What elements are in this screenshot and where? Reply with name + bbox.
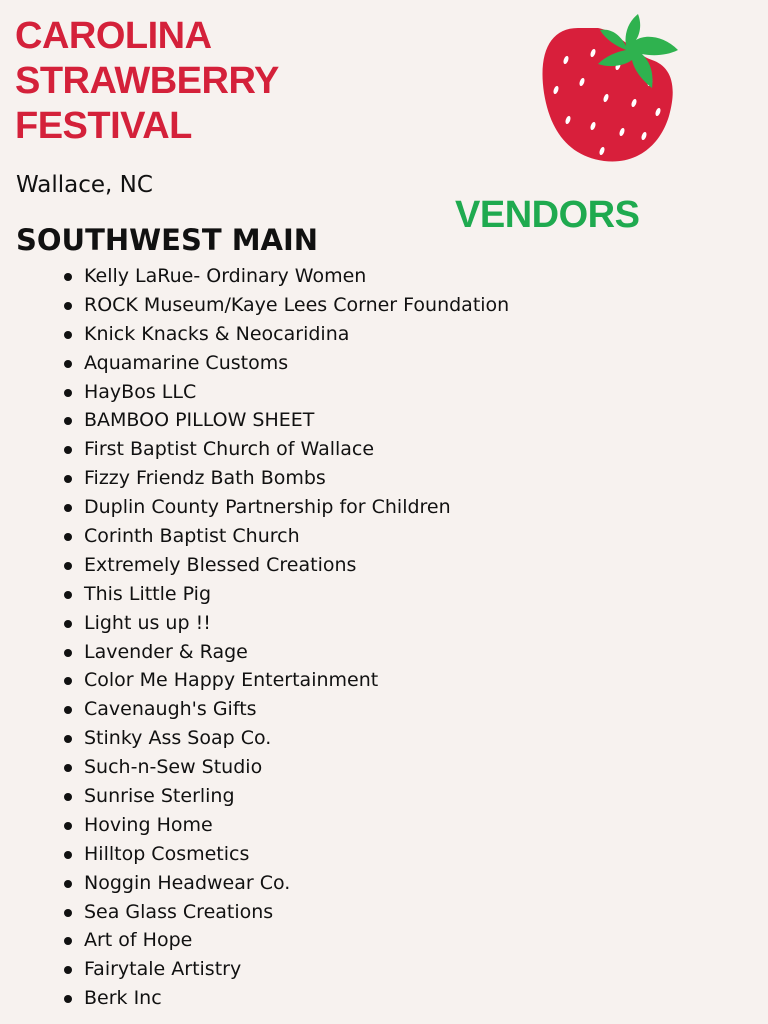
vendor-name: Berk Inc — [84, 987, 162, 1010]
vendor-name: Sea Glass Creations — [84, 900, 274, 923]
bullet-icon — [64, 475, 72, 483]
bullet-icon — [64, 909, 72, 917]
vendor-item — [62, 782, 509, 811]
bullet-icon — [64, 966, 72, 974]
vendor-item — [62, 435, 509, 464]
vendor-name: Stinky Ass Soap Co. — [84, 727, 272, 750]
vendor-name: ROCK Museum/Kaye Lees Corner Foundation — [84, 293, 510, 316]
vendor-item — [62, 464, 509, 493]
strawberry-icon — [538, 8, 694, 164]
bullet-icon — [64, 360, 72, 368]
vendor-name: Duplin County Partnership for Children — [84, 496, 451, 519]
vendor-name: Color Me Happy Entertainment — [84, 669, 379, 692]
vendor-name: Lavender & Rage — [84, 640, 248, 663]
section-heading: SOUTHWEST MAIN — [16, 223, 319, 257]
vendor-name: Fizzy Friendz Bath Bombs — [84, 467, 326, 490]
vendor-item — [62, 840, 509, 869]
vendor-name: Noggin Headwear Co. — [84, 871, 291, 894]
bullet-icon — [64, 273, 72, 281]
festival-title-line: FESTIVAL — [15, 105, 192, 147]
vendor-name: BAMBOO PILLOW SHEET — [84, 409, 315, 432]
vendor-name: Extremely Blessed Creations — [84, 553, 357, 576]
bullet-icon — [64, 880, 72, 888]
vendors-heading: VENDORS — [455, 194, 640, 236]
vendor-item — [62, 638, 509, 667]
vendor-name: This Little Pig — [84, 582, 212, 605]
vendor-item — [62, 493, 509, 522]
vendor-name: Light us up !! — [84, 611, 211, 634]
vendor-item — [62, 551, 509, 580]
festival-title-line: STRAWBERRY — [15, 60, 279, 102]
vendor-name: First Baptist Church of Wallace — [84, 438, 375, 461]
vendor-item — [62, 291, 509, 320]
vendor-name: Knick Knacks & Neocaridina — [84, 322, 350, 345]
bullet-icon — [64, 533, 72, 541]
bullet-icon — [64, 417, 72, 425]
bullet-icon — [64, 937, 72, 945]
bullet-icon — [64, 764, 72, 772]
bullet-icon — [64, 649, 72, 657]
vendor-name: Cavenaugh's Gifts — [84, 698, 257, 721]
bullet-icon — [64, 331, 72, 339]
vendor-name: Sunrise Sterling — [84, 785, 235, 808]
vendor-item — [62, 349, 509, 378]
vendor-item — [62, 262, 509, 291]
festival-title — [15, 14, 315, 149]
vendor-name: Kelly LaRue- Ordinary Women — [84, 265, 367, 287]
bullet-icon — [64, 706, 72, 714]
vendor-item — [62, 955, 509, 984]
vendor-item — [62, 406, 509, 435]
bullet-icon — [64, 389, 72, 397]
vendor-item — [62, 378, 509, 407]
vendor-item — [62, 580, 509, 609]
vendor-name: Aquamarine Customs — [84, 351, 289, 374]
bullet-icon — [64, 620, 72, 628]
vendor-item — [62, 320, 509, 349]
vendor-name: Hoving Home — [84, 813, 213, 836]
vendor-item — [62, 811, 509, 840]
festival-location: Wallace, NC — [16, 172, 153, 198]
vendor-item — [62, 753, 509, 782]
bullet-icon — [64, 851, 72, 859]
vendor-item — [62, 724, 509, 753]
vendor-name: Hilltop Cosmetics — [84, 842, 250, 865]
bullet-icon — [64, 591, 72, 599]
vendor-name: Art of Hope — [84, 929, 193, 952]
vendor-item — [62, 695, 509, 724]
bullet-icon — [64, 735, 72, 743]
vendor-item — [62, 926, 509, 955]
vendor-name: HayBos LLC — [84, 380, 197, 403]
vendor-item — [62, 869, 509, 898]
bullet-icon — [64, 504, 72, 512]
bullet-icon — [64, 822, 72, 830]
vendor-list — [62, 262, 509, 1013]
vendor-item — [62, 984, 509, 1013]
bullet-icon — [64, 446, 72, 454]
vendor-name: Fairytale Artistry — [84, 958, 242, 981]
bullet-icon — [64, 793, 72, 801]
vendor-name: Corinth Baptist Church — [84, 525, 300, 548]
vendor-item — [62, 666, 509, 695]
vendor-item — [62, 522, 509, 551]
bullet-icon — [64, 995, 72, 1003]
bullet-icon — [64, 677, 72, 685]
vendor-item — [62, 609, 509, 638]
festival-title-line: CAROLINA — [15, 15, 212, 57]
bullet-icon — [64, 562, 72, 570]
vendor-item — [62, 898, 509, 927]
vendor-name: Such-n-Sew Studio — [84, 756, 263, 779]
bullet-icon — [64, 302, 72, 310]
